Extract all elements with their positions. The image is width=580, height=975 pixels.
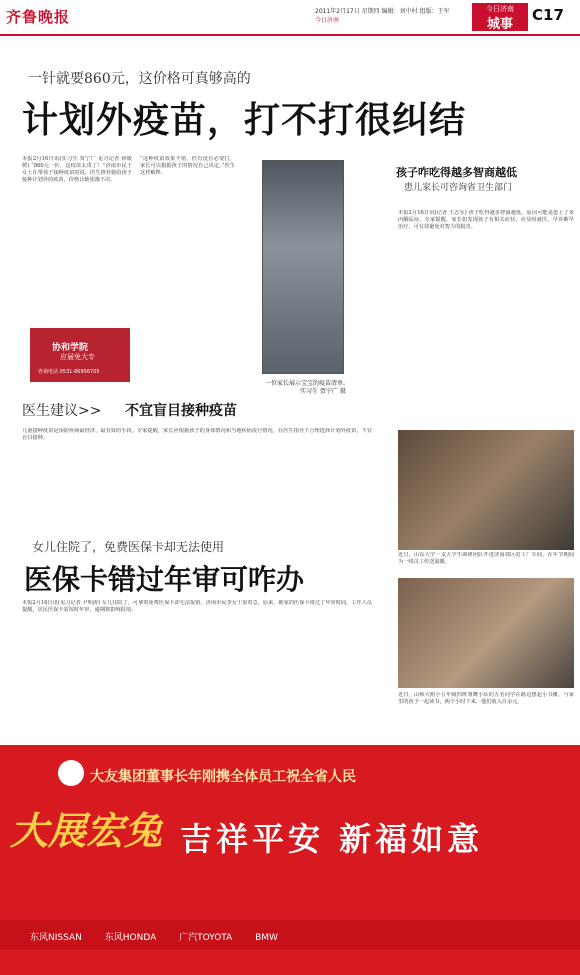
photo1-caption: 一位家长展示宝宝的疫苗清单。 [264,380,349,387]
masthead-link[interactable]: 今日济南 [315,17,340,24]
company-logo-icon [58,760,84,786]
side-body: 本报2月16日讯(记者 王志军) 孩子吃得越多智商越低，原因可能是患上了苯丙酮尿症。专家提醒，家长如发现孩子有相关症状，应及时就医，早诊断早治疗，可有效避免对智力的损害。 [398,210,574,230]
photo2-caption: 近日，山东大学一支大学生调研团队开进济南郊区的工厂车间，在年节期间为一线员工传送温暖。 [398,552,574,565]
advice-body: 儿童接种疫苗是预防疾病最经济、最有效的手段。专家提醒，家长应根据孩子的身体情况和当地疾病流行情况，在医生指导下合理选择计划外疫苗，不宜盲目接种。 [22,428,372,441]
masthead-rule [0,34,580,36]
insurance-headline: 医保卡错过年审可咋办 [24,563,305,596]
insurance-body: 本报2月16日讯(见习记者 尹明涛) 女儿住院了，可拿着免费医保卡却无法报销，济南市民李女士很着急。原来，她家的医保卡错过了年审时间。工作人员提醒，居民医保卡需按时年审，逾期将影响报销。 [22,600,372,613]
vaccine-list-photo [262,160,344,374]
lead-headline: 计划外疫苗，打不打很纠结 [22,99,467,141]
issue-date: 2011年2月17日 星期四 编辑：刘中村 组版：王军 [315,8,450,15]
ad-brand-list: 东风NISSAN 东风HONDA 广汽TOYOTA BMW [30,933,278,943]
newspaper-logo: 齐鲁晚报 [6,8,71,26]
side-subheadline: 患儿家长可咨询省卫生部门 [404,183,513,193]
school-ad-sub: 应届免大专 [60,353,95,361]
section-kicker: 今日济南 [486,5,514,13]
lead-kicker: 一针就要860元，这价格可真够高的 [28,71,251,87]
photo1-credit: 实习生 贾宁广 摄 [300,388,346,395]
school-ad-phone: 咨询电话 0531-86956705 [38,369,100,375]
advice-label: 医生建议>> [22,403,102,419]
ad-banner-text: 大友集团董事长年刚携全体员工祝全省人民 [90,769,356,785]
lead-body: 本报2月16日讯(实习生 贾宁广 见习记者 林媛媛) “860元一针，这疫苗太贵了！”济南市民王女士在带孩子接种疫苗时说，医生推荐她给孩子接种计划外的疫苗，价格让她犹豫不决。 [22,156,132,183]
ad-slogan: 吉祥平安 新福如意 [180,820,484,858]
ad-graphic-text: 大展宏兔 [10,808,163,853]
school-ad-name: 协和学院 [52,343,89,353]
page-number: C17 [532,6,564,24]
insurance-kicker: 女儿住院了，免费医保卡却无法使用 [32,540,225,554]
book-stall-photo [398,578,574,688]
section-name: 城事 [486,17,513,32]
factory-photo [398,430,574,550]
photo3-caption: 近日，山师大附小五年级四班雏鹰小队的五名同学在路边摆起小书摊，与家里的孩子一起读书，两个小时下来，他们收入百余元。 [398,692,574,705]
advice-headline: 不宜盲目接种疫苗 [125,403,237,419]
side-headline: 孩子咋吃得越多智商越低 [396,166,517,179]
lead-body-col2: “这种疫苗效果不错，但有没有必要打，家长可以根据孩子的情况自己决定。”医生这样解释。 [140,156,235,176]
